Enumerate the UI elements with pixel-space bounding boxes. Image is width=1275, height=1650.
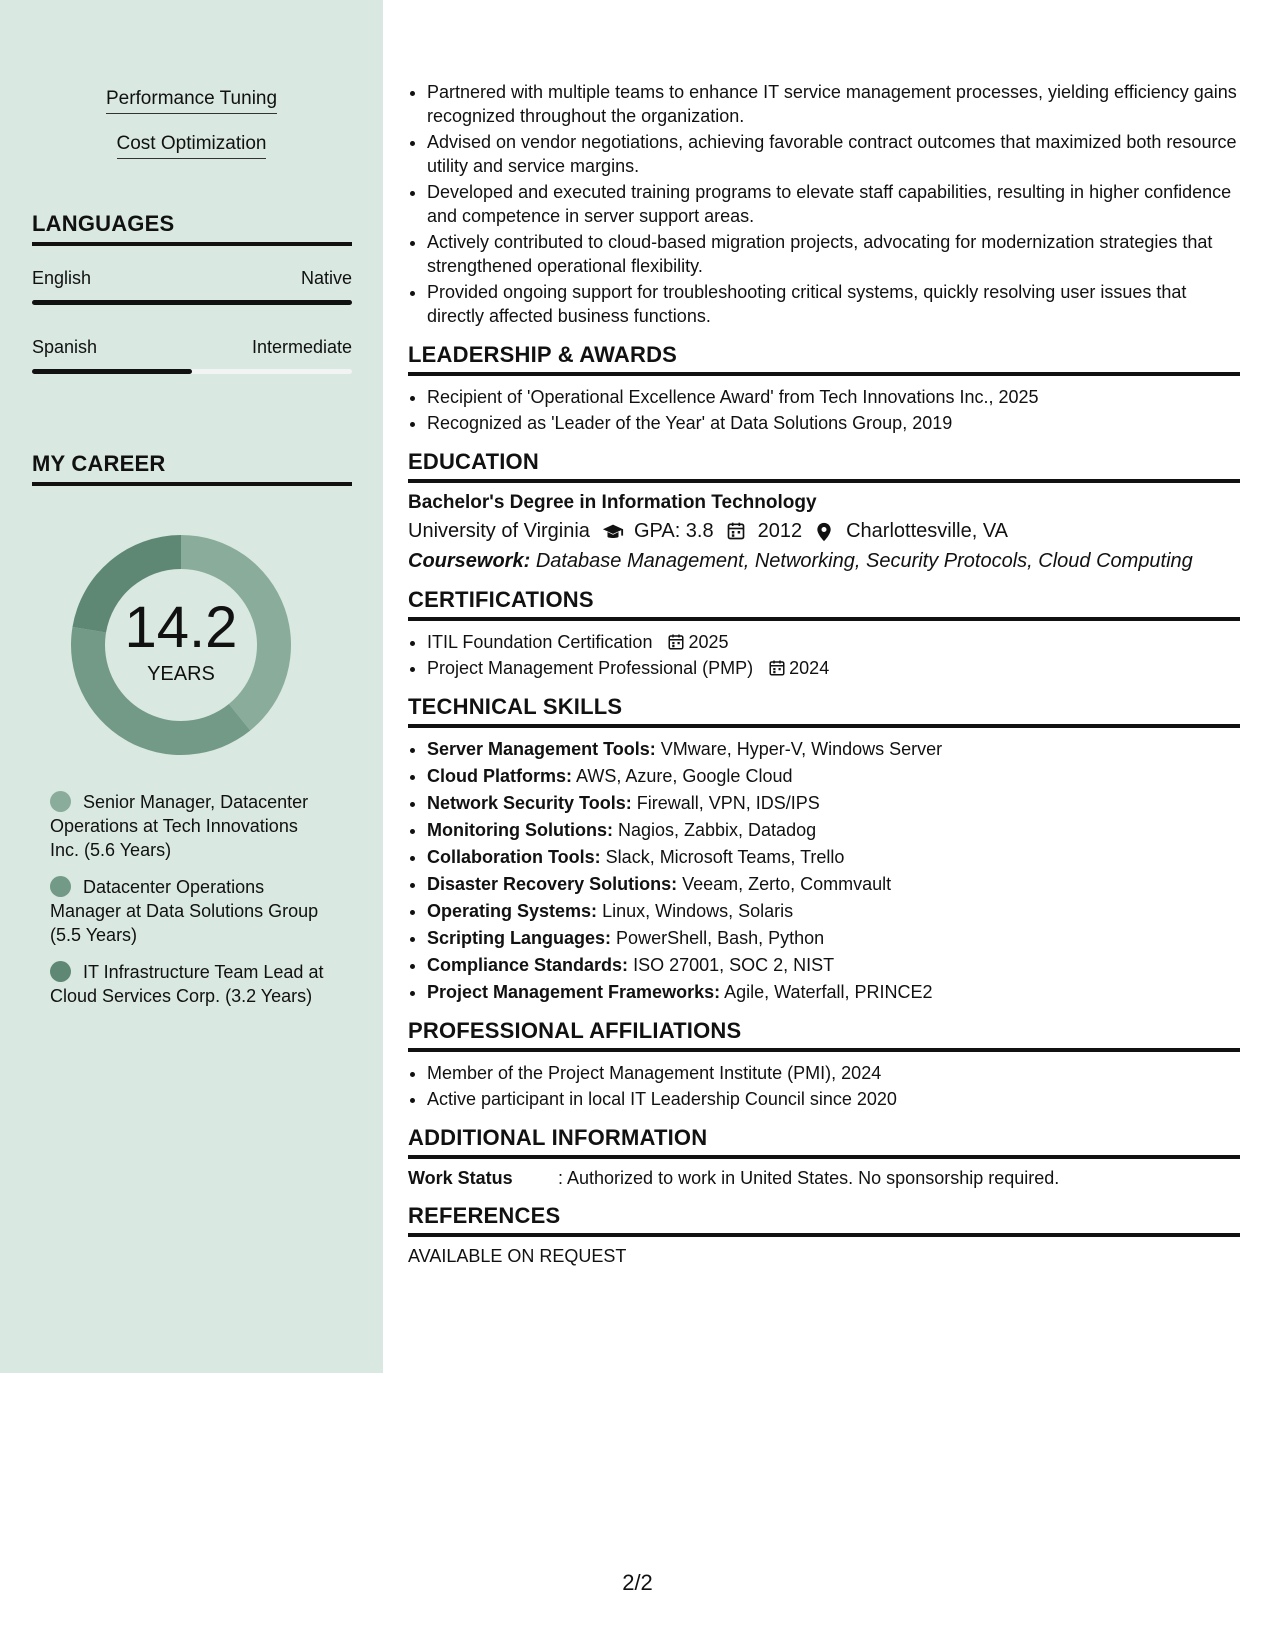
language-level: Intermediate <box>251 337 352 357</box>
work-status-label: Work Status <box>408 1168 513 1188</box>
language-bar <box>32 300 352 305</box>
certifications-heading: CERTIFICATIONS <box>408 587 1240 621</box>
references-text: AVAILABLE ON REQUEST <box>408 1246 627 1266</box>
experience-bullet: • Advised on vendor negotiations, achieving favorable contract outcomes that maximized both resource utility and service margins. <box>427 130 1240 178</box>
gpa: GPA: 3.8 <box>633 520 714 542</box>
career-item: Senior Manager, Datacenter Operations at Tech Innovations Inc. (5.6 Years) <box>50 792 309 860</box>
coursework-list: Database Management, Networking, Security Protocols, Cloud Computing <box>535 550 1193 572</box>
language-row <box>32 268 352 289</box>
affiliation-item: • Member of the Project Management Institute (PMI), 2024 <box>427 1061 1240 1085</box>
skill-tag: Cost Optimization <box>0 133 383 159</box>
technical-skills-heading: TECHNICAL SKILLS <box>408 694 1240 728</box>
career-legend <box>50 790 330 1021</box>
education-heading: EDUCATION <box>408 449 1240 483</box>
language-name: English <box>32 268 92 288</box>
main-content <box>408 80 1240 1267</box>
work-status-value: : Authorized to work in United States. No sponsorship required. <box>558 1168 1060 1188</box>
school-name: University of Virginia <box>408 520 590 542</box>
graduation-cap-icon <box>602 521 624 543</box>
certifications-list <box>408 630 1240 680</box>
language-bar-fill <box>32 300 352 305</box>
skill-item: • Monitoring Solutions: Nagios, Zabbix, Datadog <box>427 818 1240 842</box>
calendar-icon <box>768 659 786 677</box>
skill-item: • Scripting Languages: PowerShell, Bash, Python <box>427 926 1240 950</box>
skill-tag: Performance Tuning <box>0 88 383 114</box>
degree-title: Bachelor's Degree in Information Technology <box>408 492 817 513</box>
affiliations-heading: PROFESSIONAL AFFILIATIONS <box>408 1018 1240 1052</box>
school-location: Charlottesville, VA <box>846 520 1009 542</box>
language-level: Native <box>300 268 352 288</box>
graduation-year: 2012 <box>757 520 803 542</box>
career-heading: MY CAREER <box>32 451 352 486</box>
experience-bullet: • Provided ongoing support for troubleshooting critical systems, quickly resolving user issues that directly affected business functions. <box>427 280 1240 328</box>
career-total-years: 14.2 <box>124 594 238 660</box>
calendar-icon <box>667 633 685 651</box>
experience-bullet: • Developed and executed training programs to elevate staff capabilities, resulting in higher confidence and competence in server support areas. <box>427 180 1240 228</box>
skill-item: • Project Management Frameworks: Agile, Waterfall, PRINCE2 <box>427 980 1240 1004</box>
coursework-label: Coursework: <box>408 550 531 572</box>
technical-skills-list <box>408 737 1240 1004</box>
career-item: IT Infrastructure Team Lead at Cloud Services Corp. (3.2 Years) <box>50 962 324 1006</box>
legend-dot-icon <box>50 791 71 812</box>
skill-item: • Cloud Platforms: AWS, Azure, Google Cloud <box>427 764 1240 788</box>
languages-heading: LANGUAGES <box>32 211 352 246</box>
legend-dot-icon <box>50 961 71 982</box>
career-donut-center <box>66 530 296 760</box>
language-bar-fill <box>32 369 192 374</box>
affiliations-list <box>408 1061 1240 1111</box>
award-item: • Recognized as 'Leader of the Year' at Data Solutions Group, 2019 <box>427 411 1240 435</box>
skill-item: • Disaster Recovery Solutions: Veeam, Zerto, Commvault <box>427 872 1240 896</box>
award-item: • Recipient of 'Operational Excellence Award' from Tech Innovations Inc., 2025 <box>427 385 1240 409</box>
page-number: 2/2 <box>622 1570 653 1595</box>
skill-item: • Operating Systems: Linux, Windows, Solaris <box>427 899 1240 923</box>
language-name: Spanish <box>32 337 98 357</box>
career-unit: YEARS <box>147 662 215 685</box>
legend-dot-icon <box>50 876 71 897</box>
language-bar <box>32 369 352 374</box>
leadership-heading: LEADERSHIP & AWARDS <box>408 342 1240 376</box>
references-heading: REFERENCES <box>408 1203 1240 1237</box>
skill-item: • Compliance Standards: ISO 27001, SOC 2, NIST <box>427 953 1240 977</box>
skill-item: • Network Security Tools: Firewall, VPN, IDS/IPS <box>427 791 1240 815</box>
additional-info-heading: ADDITIONAL INFORMATION <box>408 1125 1240 1159</box>
certification-item: • Project Management Professional (PMP) 2024 <box>427 656 1240 680</box>
language-row <box>32 337 352 358</box>
skill-item: • Server Management Tools: VMware, Hyper-V, Windows Server <box>427 737 1240 761</box>
experience-bullet: • Partnered with multiple teams to enhance IT service management processes, yielding efficiency gains recognized throughout the organization. <box>427 80 1240 128</box>
education-meta <box>408 520 1240 543</box>
leadership-list <box>408 385 1240 435</box>
coursework <box>408 550 1240 573</box>
calendar-icon <box>726 521 748 543</box>
location-pin-icon <box>814 521 836 543</box>
certification-item: • ITIL Foundation Certification 2025 <box>427 630 1240 654</box>
work-status-row <box>408 1168 1240 1189</box>
skill-item: • Collaboration Tools: Slack, Microsoft Teams, Trello <box>427 845 1240 869</box>
career-item: Datacenter Operations Manager at Data Solutions Group (5.5 Years) <box>50 877 319 945</box>
experience-bullets <box>408 80 1240 328</box>
affiliation-item: • Active participant in local IT Leadership Council since 2020 <box>427 1087 1240 1111</box>
experience-bullet: • Actively contributed to cloud-based migration projects, advocating for modernization strategies that strengthened operational flexibility. <box>427 230 1240 278</box>
